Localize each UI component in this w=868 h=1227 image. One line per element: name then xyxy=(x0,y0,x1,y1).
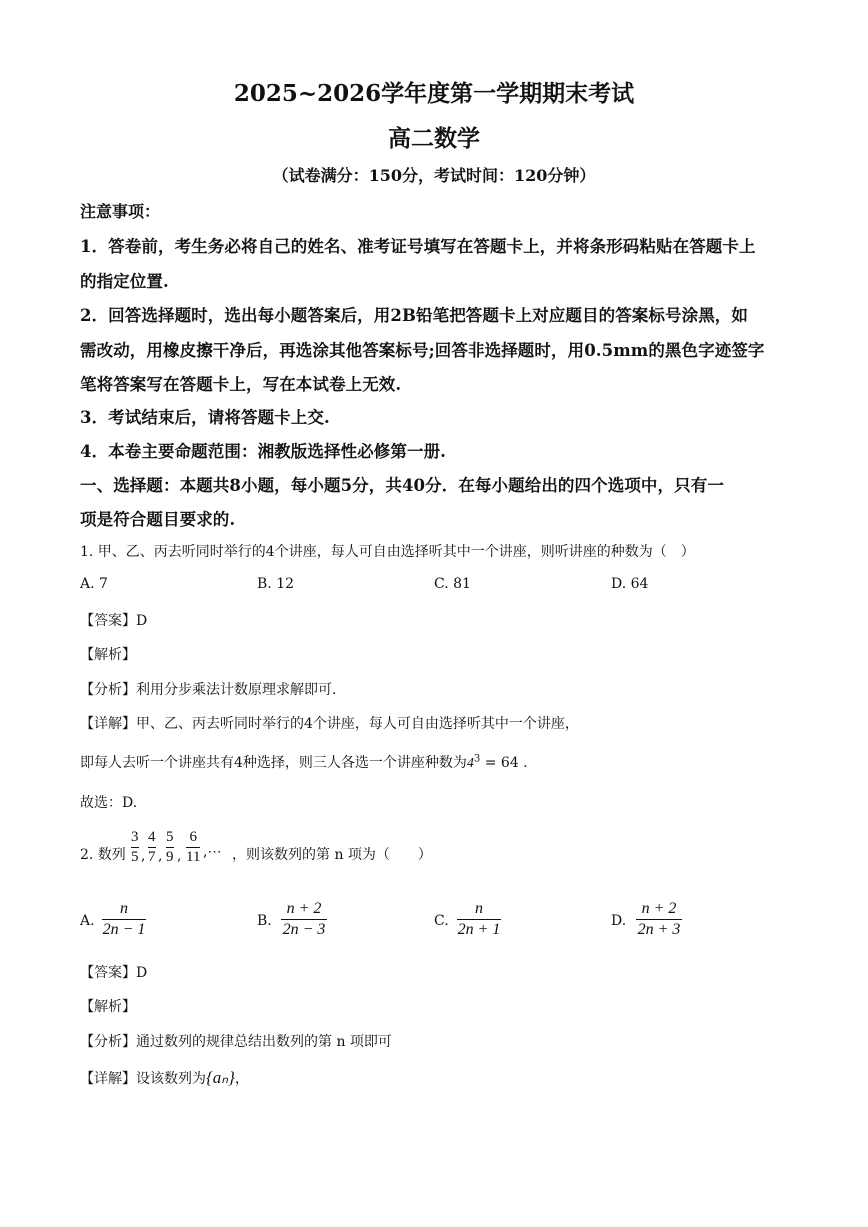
q1-result: = 64 . xyxy=(480,755,528,771)
q1-option-a: A. 7 xyxy=(80,576,108,592)
q2-option-c-fraction xyxy=(457,901,501,938)
section-1-line-1: 一、选择题：本题共8小题，每小题5分，共40分．在每小题给出的四个选项中，只有一 xyxy=(80,476,724,495)
q2-option-c-num: n xyxy=(475,900,483,917)
note-1-line-1: 1．答卷前，考生务必将自己的姓名、准考证号填写在答题卡上，并将条形码粘贴在答题卡上 xyxy=(80,237,756,256)
q2-seq-4-num: 6 xyxy=(189,829,197,845)
q1-answer: 【答案】D xyxy=(80,613,148,629)
q2-seq-1-den: 5 xyxy=(131,849,139,865)
q1-option-d: D. 64 xyxy=(611,576,649,592)
q2-option-b-num: n + 2 xyxy=(286,900,322,917)
q2-option-a-label: A. xyxy=(80,913,95,929)
q2-seq-3-den: 9 xyxy=(166,849,174,865)
q2-option-a-den: 2n − 1 xyxy=(102,921,146,938)
exam-subject: 高二数学 xyxy=(388,125,480,152)
q2-option-d-fraction xyxy=(636,901,682,938)
q2-option-d-num: n + 2 xyxy=(641,900,677,917)
q2-seq-term-3 xyxy=(166,830,174,865)
q2-seq-3-num: 5 xyxy=(166,829,174,845)
q1-option-b: B. 12 xyxy=(257,576,295,592)
q1-choose: 故选：D. xyxy=(80,795,138,811)
q1-detail-2 xyxy=(80,752,528,772)
section-1-line-2: 项是符合题目要求的. xyxy=(80,510,236,529)
q1-stem: 1. 甲、乙、丙去听同时举行的4个讲座，每人可自由选择听其中一个讲座，则听讲座的种数为（ ） xyxy=(80,544,695,560)
q2-detail-1 xyxy=(80,1068,249,1088)
q2-option-d-label: D. xyxy=(611,913,627,929)
q1-detail-2-text: 即每人去听一个讲座共有4种选择，则三人各选一个讲座种数为 xyxy=(80,755,467,771)
q2-stem-suffix: ，则该数列的第 n 项为（ ） xyxy=(232,847,432,863)
q2-fenxi: 【分析】通过数列的规律总结出数列的第 n 项即可 xyxy=(80,1034,392,1050)
q2-option-b-den: 2n − 3 xyxy=(282,921,326,938)
q2-seq-2-den: 7 xyxy=(148,849,156,865)
q2-seq-1-num: 3 xyxy=(131,829,139,845)
q2-option-c-den: 2n + 1 xyxy=(457,921,501,938)
exam-meta: （试卷满分：150分，考试时间：120分钟） xyxy=(272,166,596,185)
q2-seq-term-1 xyxy=(131,830,139,865)
q2-option-c-label: C. xyxy=(434,913,449,929)
q1-option-c: C. 81 xyxy=(434,576,471,592)
q1-power-base: 4 xyxy=(466,756,474,771)
q1-detail-1: 【详解】甲、乙、丙去听同时举行的4个讲座，每人可自由选择听其中一个讲座， xyxy=(80,716,579,732)
note-2-line-3: 笔将答案写在答题卡上，写在本试卷上无效. xyxy=(80,375,402,394)
q1-analysis-label: 【解析】 xyxy=(80,647,136,663)
q2-detail-1-text: 【详解】设该数列为 xyxy=(80,1071,206,1087)
note-2-line-1: 2．回答选择题时，选出每小题答案后，用2B铅笔把答题卡上对应题目的答案标号涂黑，如 xyxy=(80,306,749,325)
q2-seq-term-2 xyxy=(148,830,156,865)
note-2-line-2: 需改动，用橡皮擦干净后，再选涂其他答案标号;回答非选择题时，用0.5mm的黑色字迹签字 xyxy=(80,341,765,360)
q2-seq-4-den: 11 xyxy=(186,849,201,865)
q2-seq-term-4 xyxy=(186,830,200,865)
q2-option-a-num: n xyxy=(120,900,128,917)
q1-fenxi: 【分析】利用分步乘法计数原理求解即可. xyxy=(80,682,337,698)
q2-sequence-notation: {aₙ} xyxy=(206,1068,235,1087)
q2-analysis-label: 【解析】 xyxy=(80,999,136,1015)
exam-page: 2025~2026学年度第一学期期末考试 高二数学 （试卷满分：150分，考试时间：120分钟） 注意事项： 1．答卷前，考生务必将自己的姓名、准考证号填写在答题卡上，并将条形码粘贴在答题卡上 的指定位置. 2．回答选择题时，选出每小题答案后，用2B铅笔把答题卡上对应题目的答案标号涂黑，如 需改动，用橡皮擦干净后，再选涂其他答案标号;回答非选择题时，用0.5mm的黑色字迹签字 笔将答案写在答题卡上，写在本试卷上无效. 3．考试结束后，请将答题卡上交. 4．本卷主要命题范围：湘教版选择性必修第一册. 一、选择题：本题共8小题，每小题5分，共40分．在每小题给出的四个选项中，只有一 项是符合题目要求的. 1. 甲、乙、丙去听同时举行的4个讲座，每人可自由选择听其中一个讲座，则听讲座的种数为（ ） A. 7 B. 12 C. 81 D. 64 【答案】D 【解析】 【分析】利用分步乘法计数原理求解即可. 【详解】甲、乙、丙去听同时举行的4个讲座，每人可自由选择听其中一个讲座， 即每人去听一个讲座共有4种选择，则三人各选一个讲座种数为$4^3 = 64$ . 故选：D. 2. 数列 3 5 , 4 7 , 5 9 , 6 11 ,⋯ ，则该数列的第 n 项为（ ） A. n 2n − 1 B. n + 2 2n − 3 C. n 2n + 1 D. n + 2 2n + 3 【答案】D 【解析】 【分析】通过数列的规律总结出数列的第 n 项即可 【详解】设该数列为{aₙ}， xyxy=(0,0,868,1227)
note-1-line-2: 的指定位置. xyxy=(80,272,169,291)
q2-answer: 【答案】D xyxy=(80,965,148,981)
q2-option-b-label: B. xyxy=(257,913,272,929)
exam-title: 2025~2026学年度第一学期期末考试 xyxy=(233,80,635,107)
q2-option-b-fraction xyxy=(281,901,327,938)
q2-option-d-den: 2n + 3 xyxy=(637,921,681,938)
q2-option-a-fraction xyxy=(102,901,146,938)
note-3: 3．考试结束后，请将答题卡上交. xyxy=(80,408,330,427)
q2-detail-1-comma: ， xyxy=(234,1071,249,1087)
q1-power-exponent: 3 xyxy=(473,753,481,765)
notes-heading: 注意事项： xyxy=(80,202,161,221)
note-4: 4．本卷主要命题范围：湘教版选择性必修第一册. xyxy=(80,442,447,461)
q2-seq-2-num: 4 xyxy=(148,829,156,845)
q2-stem-prefix: 2. 数列 xyxy=(80,847,126,863)
